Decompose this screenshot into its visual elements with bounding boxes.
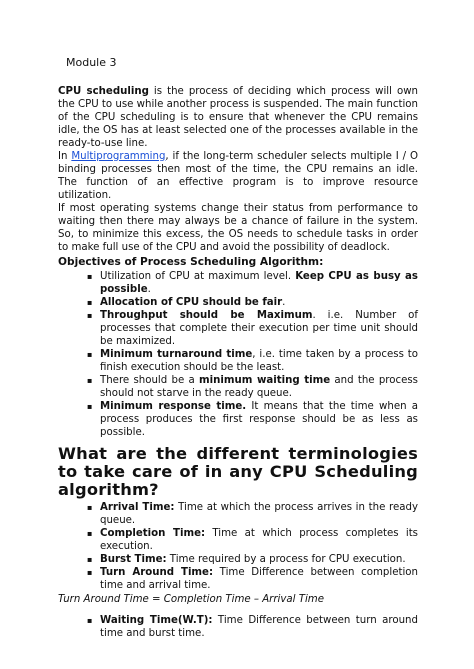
intro-text: is the process of deciding which process will own the CPU to use while another process is suspended. The main function of the CPU scheduling is to ensure that whenever the CPU remains idle, the OS has at least selected one of the processes available in the ready-to-use line.: [58, 86, 418, 149]
terminologies-list-continued: [58, 614, 418, 640]
bullet-icon: ▪: [87, 402, 93, 411]
terminologies-list: [58, 501, 418, 592]
document-page: [58, 56, 418, 640]
list-item: ▪ Waiting Time(W.T): Time Difference between turn around time and burst time.: [87, 615, 418, 639]
bullet-icon: ▪: [87, 568, 93, 577]
list-item: ▪ Completion Time: Time at which process completes its execution.: [87, 528, 418, 552]
objectives-list: [58, 270, 418, 439]
bullet-icon: ▪: [87, 298, 93, 307]
intro-paragraph: [58, 85, 418, 150]
bullet-icon: ▪: [87, 350, 93, 359]
bullet-icon: ▪: [87, 503, 93, 512]
terminologies-heading: What are the different terminologies to take care of in any CPU Scheduling algorithm?: [58, 444, 418, 499]
multiprog-text: , if the long-term scheduler selects multiple I / O binding processes then most of the time, the CPU remains an idle. The function of an effective program is to improve resource utilization.: [58, 151, 418, 201]
bullet-icon: ▪: [87, 376, 93, 385]
objectives-heading: Objectives of Process Scheduling Algorithm:: [58, 256, 324, 268]
list-item: ▪ Throughput should be Maximum. i.e. Number of processes that complete their execution per time unit should be maximized.: [87, 310, 418, 347]
list-item: ▪ Turn Around Time: Time Difference between completion time and arrival time.: [87, 567, 418, 591]
multiprog-prefix: In: [58, 151, 72, 162]
bullet-icon: ▪: [87, 529, 93, 538]
module-title: Module 3: [66, 56, 117, 69]
deadlock-paragraph: If most operating systems change their status from performance to waiting then there may always be a chance of failure in the system. So, to minimize this excess, the OS needs to schedule tasks in order to make full use of the CPU and avoid the possibility of deadlock.: [58, 203, 418, 253]
multiprogramming-paragraph: [58, 150, 418, 202]
bullet-icon: ▪: [87, 311, 93, 320]
turnaround-formula: Turn Around Time = Completion Time – Arrival Time: [58, 594, 324, 605]
list-item: ▪ Allocation of CPU should be fair.: [87, 297, 286, 308]
list-item: ▪ Utilization of CPU at maximum level. Keep CPU as busy as possible.: [87, 271, 418, 295]
intro-term: CPU scheduling: [58, 86, 149, 97]
list-item: ▪ Minimum response time. It means that the time when a process produces the first response should be as less as possible.: [87, 401, 418, 438]
bullet-icon: ▪: [87, 616, 93, 625]
list-item: ▪ Burst Time: Time required by a process for CPU execution.: [87, 554, 406, 565]
list-item: ▪ There should be a minimum waiting time and the process should not starve in the ready queue.: [87, 375, 418, 399]
bullet-icon: ▪: [87, 555, 93, 564]
list-item: ▪ Minimum turnaround time, i.e. time taken by a process to finish execution should be the least.: [87, 349, 419, 373]
multiprogramming-link[interactable]: Multiprogramming: [71, 151, 166, 162]
bullet-icon: ▪: [87, 272, 93, 281]
list-item: ▪ Arrival Time: Time at which the process arrives in the ready queue.: [87, 502, 418, 526]
